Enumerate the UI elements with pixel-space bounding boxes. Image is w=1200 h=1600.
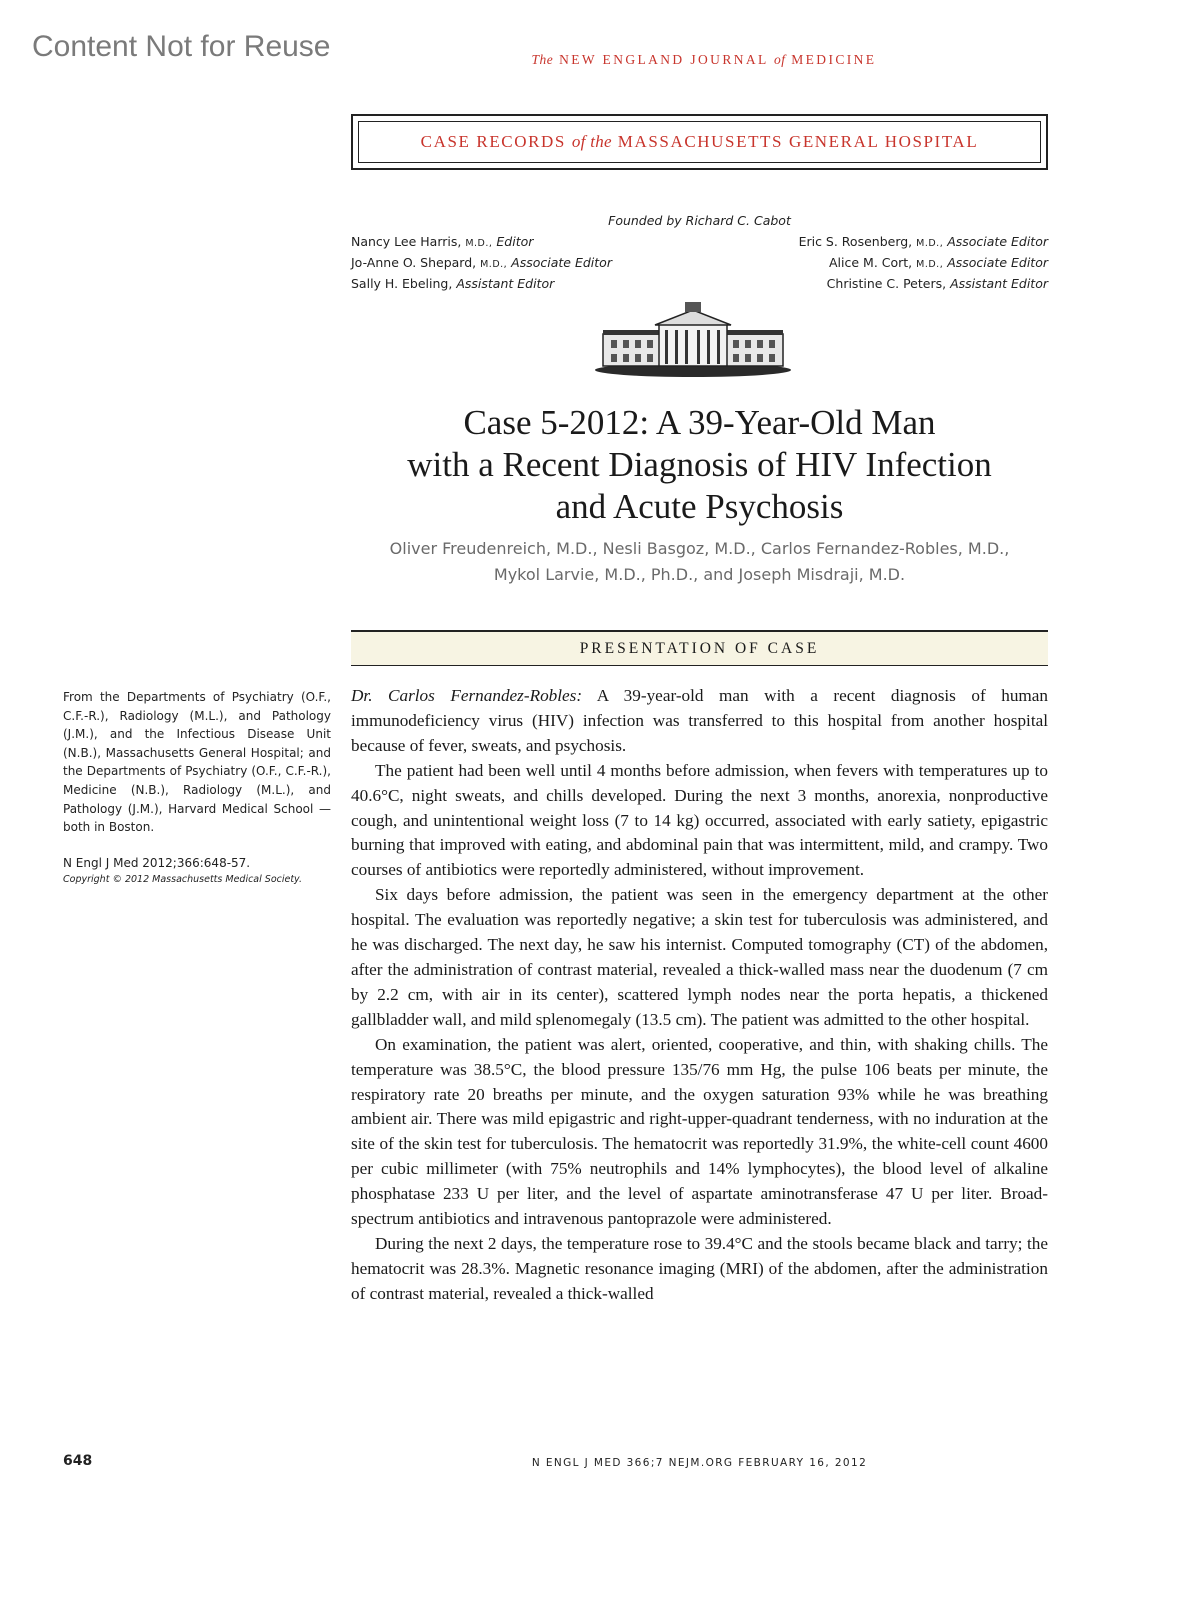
editors-block [351,213,1048,293]
editor-name: Eric S. Rosenberg, [798,234,913,249]
hospital-building-illustration [593,300,793,378]
editor-name: Sally H. Ebeling, [351,276,453,291]
editor-line [799,232,1048,253]
body-paragraph [351,684,1048,759]
journal-header-of: of [773,52,786,67]
article-authors [351,536,1048,588]
editor-role: Editor [496,234,534,249]
editor-name: Alice M. Cort, [829,255,913,270]
journal-header-name-1: NEW ENGLAND JOURNAL [559,52,769,67]
editor-degree: M.D., [916,238,944,249]
body-paragraph: Six days before admission, the patient was seen in the emergency department at the other hospital. The evaluation was reportedly negative; a skin test for tuberculosis was administered, and he was discharged. The next day, he saw his internist. Computed tomography (CT) of the abdomen, after the administration of contrast material, revealed a thick-walled mass near the duodenum (7 cm by 2.2 cm, with air in its center), scattered lymph nodes near the porta hepatis, a thickened gallbladder wall, and mild splenomegaly (13.5 cm). The patient was admitted to the other hospital. [351,885,1048,1029]
journal-header-the: The [531,52,554,67]
journal-header [360,52,1048,68]
citation-reference: N Engl J Med 2012;366:648-57. [63,856,251,870]
series-part-1: CASE RECORDS [420,132,566,151]
body-paragraph: The patient had been well until 4 months before admission, when fevers with temperatures up to 40.6°C, night sweats, and chills developed. During the next 3 months, anorexia, nonproductive cough, and unintentional weight loss (7 to 14 kg) occurred, associated with early satiety, epigastric burning that improved with eating, and abdominal pain that was intermittent, mild, and crampy. Two courses of antibiotics were reportedly administered, without improvement. [351,760,1048,880]
founded-by [351,213,1048,228]
title-line: with a Recent Diagnosis of HIV Infection [407,445,992,484]
editors-left-column [351,232,612,293]
editor-degree: M.D., [916,259,944,270]
article-title [351,402,1048,528]
journal-header-name-2: MEDICINE [791,52,877,67]
series-of-the: of the [571,132,612,151]
citation-block [63,856,331,885]
body-paragraph: On examination, the patient was alert, oriented, cooperative, and thin, with shaking chills. The temperature was 38.5°C, the blood pressure 135/76 mm Hg, the pulse 106 beats per minute, the respiratory rate 20 breaths per minute, and the oxygen saturation 93% while he was breathing ambient air. There was mild epigastric and right-upper-quadrant tenderness, with no induration at the site of the skin test for tuberculosis. The hematocrit was reportedly 31.9%, the white-cell count 4600 per cubic millimeter (with 75% neutrophils and 14% lymphocytes), the blood level of alkaline phosphatase 233 U per liter, and the level of aspartate aminotransferase 47 U per liter. Broad-spectrum antibiotics and intravenous pantoprazole were administered. [351,1034,1048,1229]
case-body-text [351,684,1048,1307]
editor-name: Nancy Lee Harris, [351,234,462,249]
editor-degree: M.D., [480,259,508,270]
editor-role: Associate Editor [511,255,612,270]
running-footer: N ENGL J MED 366;7 NEJM.ORG FEBRUARY 16, 2012 [531,1457,868,1469]
series-part-2: MASSACHUSETTS GENERAL HOSPITAL [617,132,979,151]
authors-line: Mykol Larvie, M.D., Ph.D., and Joseph Misdraji, M.D. [493,565,906,584]
speaker-name: Dr. Carlos Fernandez-Robles: [351,686,583,705]
founded-by-text: Founded by Richard C. Cabot [608,213,791,228]
editor-role: Associate Editor [947,255,1048,270]
authors-line: Oliver Freudenreich, M.D., Nesli Basgoz, M.D., Carlos Fernandez-Robles, M.D., [389,539,1010,558]
editor-line [351,274,612,293]
editor-role: Associate Editor [947,234,1048,249]
series-banner [351,114,1048,170]
editor-degree: M.D., [465,238,493,249]
editor-role: Assistant Editor [950,276,1048,291]
copyright-notice: Copyright © 2012 Massachusetts Medical Society. [63,874,302,885]
series-banner-inner [358,121,1041,163]
editor-line [799,274,1048,293]
title-line: Case 5-2012: A 39-Year-Old Man [463,403,936,442]
watermark-text: Content Not for Reuse [32,30,331,63]
editor-role: Assistant Editor [456,276,555,291]
editors-right-column [799,232,1048,293]
page-number: 648 [63,1453,93,1469]
paragraph-text: A 39-year-old man with a recent diagnosis of human immunodeficiency virus (HIV) infection was transferred to this hospital from another hospital because of fever, sweats, and psychosis. [351,686,1048,755]
section-heading: PRESENTATION OF CASE [351,630,1048,666]
body-paragraph: During the next 2 days, the temperature rose to 39.4°C and the stools became black and tarry; the hematocrit was 28.3%. Magnetic resonance imaging (MRI) of the abdomen, after the administration of contrast material, revealed a thick-walled [351,1233,1048,1303]
editor-name: Jo-Anne O. Shepard, [351,255,477,270]
title-line: and Acute Psychosis [555,487,844,526]
editor-line [351,253,612,274]
affiliations-note: From the Departments of Psychiatry (O.F., C.F.-R.), Radiology (M.L.), and Pathology (J.M.), and the Infectious Disease Unit (N.B.), Massachusetts General Hospital; and the Departments of Psychiatry (O.F., C.F.-R.), Medicine (N.B.), Radiology (M.L.), and Pathology (J.M.), Harvard Medical School — both in Boston. [63,690,331,835]
editor-columns [351,232,1048,293]
editor-line [799,253,1048,274]
editor-name: Christine C. Peters, [826,276,947,291]
editor-line [351,232,612,253]
